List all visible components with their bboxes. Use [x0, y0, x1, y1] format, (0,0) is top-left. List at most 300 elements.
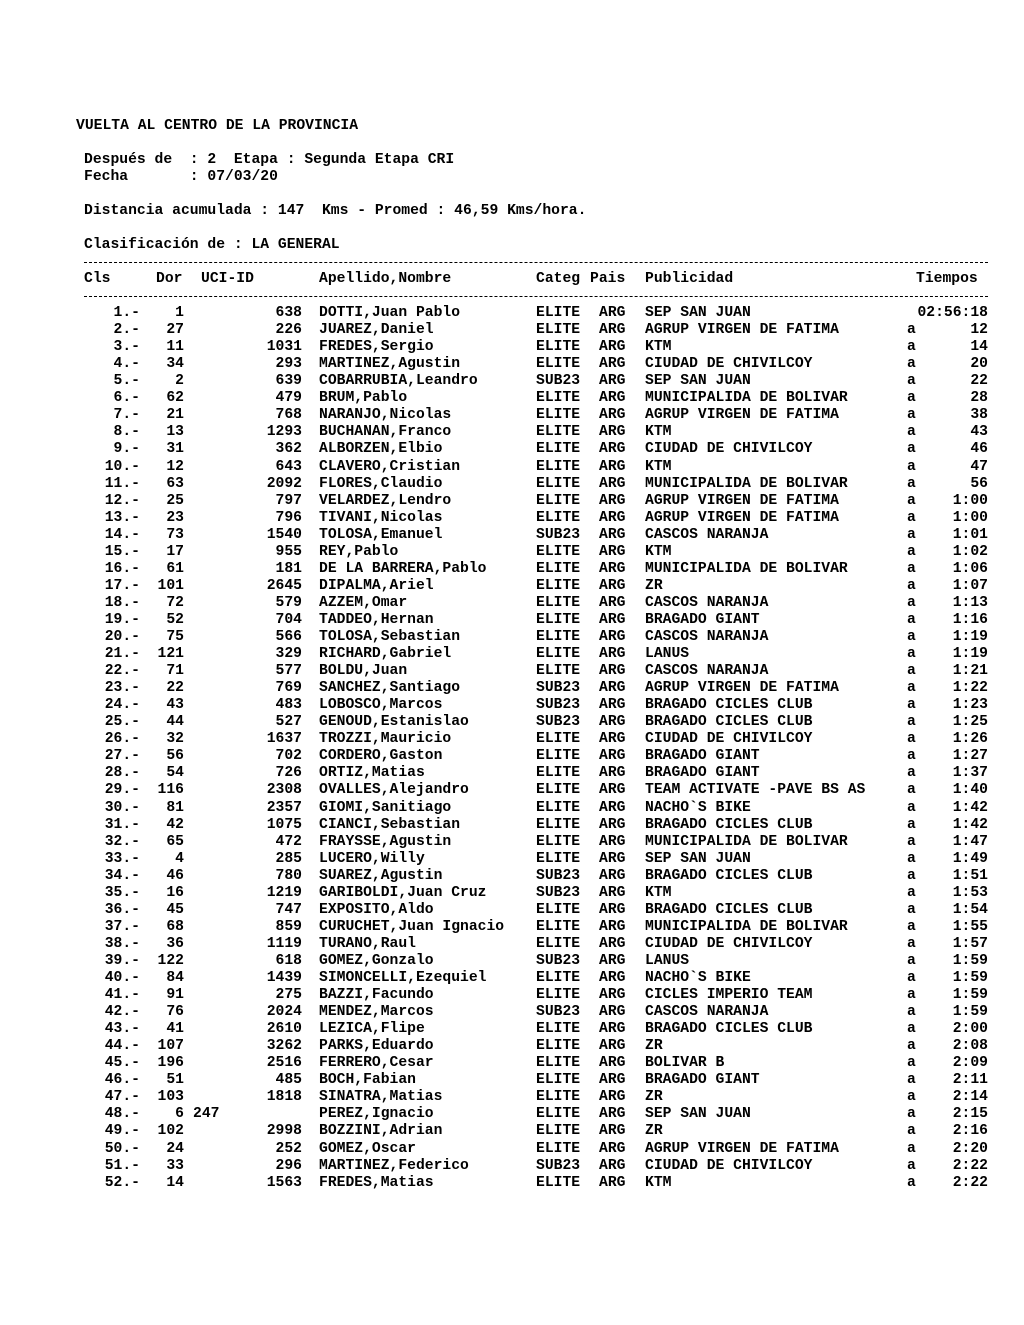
- row-tiempo: 20: [970, 356, 988, 373]
- row-categ: ELITE: [536, 407, 581, 424]
- row-pais: ARG: [599, 543, 626, 560]
- row-nombre: LUCERO,Willy: [319, 850, 425, 867]
- row-dor: 71: [166, 663, 184, 679]
- row-a-marker: a: [907, 492, 916, 509]
- row-publicidad: BRAGADO GIANT: [645, 765, 760, 782]
- row-cls: 10.-: [104, 458, 140, 475]
- row-code: 1637: [266, 731, 302, 748]
- row-cls: 9.-: [113, 441, 140, 458]
- row-code: 1031: [266, 339, 302, 356]
- row-nombre: AZZEM,Omar: [319, 594, 408, 611]
- row-categ: ELITE: [536, 322, 581, 339]
- row-code: 2610: [266, 1021, 302, 1038]
- row-dor: 33: [166, 1157, 184, 1174]
- row-code: 566: [275, 629, 302, 645]
- row-a-marker: a: [907, 509, 916, 526]
- row-a-marker: a: [907, 970, 916, 986]
- row-tiempo: 1:26: [952, 731, 988, 748]
- row-a-marker: a: [907, 816, 916, 833]
- row-tiempo: 1:37: [952, 765, 988, 782]
- row-publicidad: BRAGADO GIANT: [645, 1072, 760, 1089]
- row-tiempo: 1:42: [952, 816, 988, 833]
- row-publicidad: ZR: [645, 1123, 663, 1140]
- row-tiempo: 1:19: [952, 646, 988, 662]
- row-code: 797: [275, 492, 302, 509]
- row-nombre: TROZZI,Mauricio: [319, 731, 452, 748]
- row-cls: 51.-: [104, 1157, 140, 1174]
- row-cls: 23.-: [104, 680, 140, 697]
- row-tiempo: 38: [970, 407, 988, 424]
- row-nombre: TOLOSA,Sebastian: [319, 629, 461, 645]
- row-nombre: EXPOSITO,Aldo: [319, 901, 434, 918]
- row-categ: ELITE: [536, 833, 581, 850]
- row-code: 483: [275, 697, 302, 714]
- row-publicidad: SEP SAN JUAN: [645, 373, 751, 390]
- row-categ: ELITE: [536, 594, 581, 611]
- row-cls: 41.-: [104, 987, 140, 1003]
- row-pais: ARG: [599, 458, 626, 475]
- row-nombre: GOMEZ,Gonzalo: [319, 952, 434, 969]
- row-pais: ARG: [599, 731, 626, 748]
- row-tiempo: 2:15: [952, 1106, 988, 1123]
- row-nombre: BOCH,Fabian: [319, 1072, 416, 1089]
- row-code: 479: [275, 390, 302, 407]
- row-code: 252: [275, 1140, 302, 1157]
- row-nombre: FRAYSSE,Agustin: [319, 833, 452, 850]
- row-cls: 19.-: [104, 611, 140, 628]
- row-code: 702: [275, 748, 302, 765]
- row-publicidad: BRAGADO CICLES CLUB: [645, 697, 813, 714]
- row-cls: 31.-: [104, 816, 140, 833]
- row-publicidad: CIUDAD DE CHIVILCOY: [645, 441, 813, 458]
- row-pais: ARG: [599, 970, 626, 986]
- row-nombre: SIMONCELLI,Ezequiel: [319, 970, 487, 986]
- row-code: 579: [275, 594, 302, 611]
- row-tiempo: 02:56:18: [917, 305, 988, 321]
- row-code: 181: [275, 560, 302, 577]
- row-publicidad: BRAGADO CICLES CLUB: [645, 901, 813, 918]
- row-dor: 27: [166, 322, 184, 339]
- row-cls: 21.-: [104, 646, 140, 662]
- row-pais: ARG: [599, 1072, 626, 1089]
- row-pais: ARG: [599, 1140, 626, 1157]
- row-pais: ARG: [599, 356, 626, 373]
- row-pais: ARG: [599, 441, 626, 458]
- row-a-marker: a: [907, 799, 916, 816]
- row-tiempo: 1:22: [952, 680, 988, 697]
- row-a-marker: a: [907, 1055, 916, 1072]
- row-a-marker: a: [907, 918, 916, 935]
- row-dor: 2: [175, 373, 184, 390]
- row-categ: ELITE: [536, 577, 581, 594]
- row-dor: 121: [157, 646, 184, 662]
- row-categ: SUB23: [536, 526, 581, 543]
- row-a-marker: a: [907, 1140, 916, 1157]
- row-code: 796: [275, 509, 302, 526]
- header-categ: Categ: [536, 271, 581, 287]
- row-pais: ARG: [599, 987, 626, 1003]
- row-publicidad: CIUDAD DE CHIVILCOY: [645, 356, 813, 373]
- row-dor: 62: [166, 390, 184, 407]
- row-tiempo: 1:53: [952, 884, 988, 901]
- row-cls: 26.-: [104, 731, 140, 748]
- row-cls: 13.-: [104, 509, 140, 526]
- row-code: 780: [275, 867, 302, 884]
- row-pais: ARG: [599, 611, 626, 628]
- row-nombre: LOBOSCO,Marcos: [319, 697, 443, 714]
- row-tiempo: 1:21: [952, 663, 988, 679]
- header-pais: Pais: [590, 271, 626, 287]
- row-pais: ARG: [599, 816, 626, 833]
- row-a-marker: a: [907, 356, 916, 373]
- row-nombre: LEZICA,Flipe: [319, 1021, 425, 1038]
- row-tiempo: 56: [970, 475, 988, 492]
- row-categ: ELITE: [536, 970, 581, 986]
- row-tiempo: 1:49: [952, 850, 988, 867]
- row-a-marker: a: [907, 1089, 916, 1106]
- row-publicidad: MUNICIPALIDA DE BOLIVAR: [645, 560, 848, 577]
- row-code: 275: [275, 987, 302, 1003]
- row-cls: 46.-: [104, 1072, 140, 1089]
- row-tiempo: 2:14: [952, 1089, 988, 1106]
- row-tiempo: 1:55: [952, 918, 988, 935]
- row-cls: 43.-: [104, 1021, 140, 1038]
- row-publicidad: CIUDAD DE CHIVILCOY: [645, 935, 813, 952]
- row-pais: ARG: [599, 935, 626, 952]
- row-cls: 49.-: [104, 1123, 140, 1140]
- row-code: 1119: [266, 935, 302, 952]
- row-a-marker: a: [907, 697, 916, 714]
- row-cls: 3.-: [113, 339, 140, 356]
- row-dor: 46: [166, 867, 184, 884]
- row-publicidad: SEP SAN JUAN: [645, 1106, 751, 1123]
- row-categ: SUB23: [536, 680, 581, 697]
- row-cls: 47.-: [104, 1089, 140, 1106]
- row-publicidad: CASCOS NARANJA: [645, 629, 769, 645]
- row-tiempo: 2:09: [952, 1055, 988, 1072]
- row-dor: 103: [157, 1089, 184, 1106]
- row-cls: 11.-: [104, 475, 140, 492]
- row-a-marker: a: [907, 629, 916, 645]
- row-publicidad: MUNICIPALIDA DE BOLIVAR: [645, 390, 848, 407]
- row-tiempo: 1:02: [952, 543, 988, 560]
- row-nombre: BUCHANAN,Franco: [319, 424, 452, 441]
- row-pais: ARG: [599, 577, 626, 594]
- row-code: 726: [275, 765, 302, 782]
- row-publicidad: SEP SAN JUAN: [645, 850, 751, 867]
- row-code: 472: [275, 833, 302, 850]
- row-pais: ARG: [599, 407, 626, 424]
- row-categ: ELITE: [536, 1038, 581, 1055]
- row-tiempo: 22: [970, 373, 988, 390]
- row-pais: ARG: [599, 424, 626, 441]
- row-code: 293: [275, 356, 302, 373]
- row-a-marker: a: [907, 833, 916, 850]
- stage-info: Después de : 2 Etapa : Segunda Etapa CRI: [84, 152, 455, 168]
- row-categ: ELITE: [536, 1021, 581, 1038]
- row-a-marker: a: [907, 611, 916, 628]
- row-code: 955: [275, 543, 302, 560]
- row-cls: 45.-: [104, 1055, 140, 1072]
- row-cls: 6.-: [113, 390, 140, 407]
- row-pais: ARG: [599, 646, 626, 662]
- row-nombre: SINATRA,Matias: [319, 1089, 443, 1106]
- row-pais: ARG: [599, 305, 626, 321]
- row-categ: ELITE: [536, 390, 581, 407]
- row-pais: ARG: [599, 918, 626, 935]
- row-nombre: TIVANI,Nicolas: [319, 509, 443, 526]
- row-nombre: PEREZ,Ignacio: [319, 1106, 434, 1123]
- row-dor: 65: [166, 833, 184, 850]
- row-pais: ARG: [599, 833, 626, 850]
- row-publicidad: SEP SAN JUAN: [645, 305, 751, 321]
- row-publicidad: MUNICIPALIDA DE BOLIVAR: [645, 918, 848, 935]
- row-categ: SUB23: [536, 884, 581, 901]
- row-a-marker: a: [907, 884, 916, 901]
- row-dor: 54: [166, 765, 184, 782]
- row-nombre: BRUM,Pablo: [319, 390, 408, 407]
- row-tiempo: 1:59: [952, 952, 988, 969]
- row-pais: ARG: [599, 901, 626, 918]
- row-code: 1439: [266, 970, 302, 986]
- row-pais: ARG: [599, 1004, 626, 1021]
- row-uci-id: 247: [193, 1106, 220, 1123]
- row-categ: ELITE: [536, 305, 581, 321]
- row-publicidad: KTM: [645, 884, 672, 901]
- row-code: 639: [275, 373, 302, 390]
- row-code: 2308: [266, 782, 302, 799]
- row-nombre: MARTINEZ,Federico: [319, 1157, 469, 1174]
- row-tiempo: 1:25: [952, 714, 988, 731]
- row-code: 2645: [266, 577, 302, 594]
- row-dor: 73: [166, 526, 184, 543]
- row-code: 769: [275, 680, 302, 697]
- row-tiempo: 1:47: [952, 833, 988, 850]
- row-tiempo: 46: [970, 441, 988, 458]
- row-dor: 1: [175, 305, 184, 321]
- row-dor: 68: [166, 918, 184, 935]
- row-categ: ELITE: [536, 441, 581, 458]
- row-dor: 72: [166, 594, 184, 611]
- row-tiempo: 2:22: [952, 1174, 988, 1191]
- row-tiempo: 2:22: [952, 1157, 988, 1174]
- row-nombre: TURANO,Raul: [319, 935, 416, 952]
- row-publicidad: MUNICIPALIDA DE BOLIVAR: [645, 833, 848, 850]
- row-nombre: CIANCI,Sebastian: [319, 816, 461, 833]
- row-dor: 23: [166, 509, 184, 526]
- row-nombre: BOZZINI,Adrian: [319, 1123, 443, 1140]
- row-categ: ELITE: [536, 1072, 581, 1089]
- row-nombre: BOLDU,Juan: [319, 663, 408, 679]
- row-code: 768: [275, 407, 302, 424]
- row-nombre: GARIBOLDI,Juan Cruz: [319, 884, 487, 901]
- row-cls: 50.-: [104, 1140, 140, 1157]
- row-publicidad: BRAGADO GIANT: [645, 748, 760, 765]
- row-cls: 38.-: [104, 935, 140, 952]
- row-tiempo: 1:27: [952, 748, 988, 765]
- row-dor: 22: [166, 680, 184, 697]
- row-cls: 52.-: [104, 1174, 140, 1191]
- row-tiempo: 1:59: [952, 1004, 988, 1021]
- row-publicidad: BRAGADO CICLES CLUB: [645, 816, 813, 833]
- row-dor: 107: [157, 1038, 184, 1055]
- row-cls: 40.-: [104, 970, 140, 986]
- row-nombre: DIPALMA,Ariel: [319, 577, 434, 594]
- race-title: VUELTA AL CENTRO DE LA PROVINCIA: [76, 118, 359, 134]
- row-cls: 33.-: [104, 850, 140, 867]
- row-a-marker: a: [907, 526, 916, 543]
- row-publicidad: NACHO`S BIKE: [645, 799, 751, 816]
- row-pais: ARG: [599, 1174, 626, 1191]
- row-cls: 5.-: [113, 373, 140, 390]
- row-dor: 25: [166, 492, 184, 509]
- row-dor: 12: [166, 458, 184, 475]
- row-nombre: NARANJO,Nicolas: [319, 407, 452, 424]
- row-tiempo: 1:13: [952, 594, 988, 611]
- row-a-marker: a: [907, 782, 916, 799]
- row-tiempo: 1:59: [952, 970, 988, 986]
- row-publicidad: AGRUP VIRGEN DE FATIMA: [645, 509, 839, 526]
- row-tiempo: 2:00: [952, 1021, 988, 1038]
- classification-info: Clasificación de : LA GENERAL: [84, 237, 340, 253]
- row-nombre: PARKS,Eduardo: [319, 1038, 434, 1055]
- row-pais: ARG: [599, 1038, 626, 1055]
- row-categ: ELITE: [536, 987, 581, 1003]
- row-categ: ELITE: [536, 901, 581, 918]
- row-nombre: MARTINEZ,Agustin: [319, 356, 461, 373]
- header-publicidad: Publicidad: [645, 271, 734, 287]
- row-cls: 29.-: [104, 782, 140, 799]
- row-categ: ELITE: [536, 765, 581, 782]
- row-dor: 44: [166, 714, 184, 731]
- row-nombre: FREDES,Matias: [319, 1174, 434, 1191]
- row-code: 362: [275, 441, 302, 458]
- row-pais: ARG: [599, 560, 626, 577]
- row-pais: ARG: [599, 697, 626, 714]
- row-publicidad: AGRUP VIRGEN DE FATIMA: [645, 322, 839, 339]
- row-categ: ELITE: [536, 799, 581, 816]
- row-categ: ELITE: [536, 646, 581, 662]
- row-categ: SUB23: [536, 373, 581, 390]
- row-publicidad: BOLIVAR B: [645, 1055, 725, 1072]
- divider-top: [84, 262, 988, 263]
- row-dor: 45: [166, 901, 184, 918]
- row-code: 1563: [266, 1174, 302, 1191]
- row-publicidad: LANUS: [645, 646, 690, 662]
- row-cls: 36.-: [104, 901, 140, 918]
- row-code: 527: [275, 714, 302, 731]
- row-dor: 41: [166, 1021, 184, 1038]
- row-publicidad: CASCOS NARANJA: [645, 1004, 769, 1021]
- row-dor: 11: [166, 339, 184, 356]
- row-cls: 28.-: [104, 765, 140, 782]
- row-dor: 91: [166, 987, 184, 1003]
- row-categ: ELITE: [536, 935, 581, 952]
- row-categ: SUB23: [536, 714, 581, 731]
- row-nombre: BAZZI,Facundo: [319, 987, 434, 1003]
- row-categ: ELITE: [536, 918, 581, 935]
- row-cls: 8.-: [113, 424, 140, 441]
- row-tiempo: 1:00: [952, 509, 988, 526]
- row-dor: 31: [166, 441, 184, 458]
- row-cls: 27.-: [104, 748, 140, 765]
- row-a-marker: a: [907, 1174, 916, 1191]
- row-publicidad: KTM: [645, 543, 672, 560]
- row-pais: ARG: [599, 475, 626, 492]
- row-nombre: VELARDEZ,Lendro: [319, 492, 452, 509]
- row-a-marker: a: [907, 322, 916, 339]
- row-categ: SUB23: [536, 952, 581, 969]
- row-cls: 42.-: [104, 1004, 140, 1021]
- row-a-marker: a: [907, 952, 916, 969]
- row-tiempo: 1:42: [952, 799, 988, 816]
- row-categ: ELITE: [536, 458, 581, 475]
- row-pais: ARG: [599, 748, 626, 765]
- row-publicidad: MUNICIPALIDA DE BOLIVAR: [645, 475, 848, 492]
- row-publicidad: KTM: [645, 1174, 672, 1191]
- row-pais: ARG: [599, 526, 626, 543]
- row-categ: ELITE: [536, 611, 581, 628]
- row-pais: ARG: [599, 714, 626, 731]
- row-publicidad: KTM: [645, 458, 672, 475]
- row-pais: ARG: [599, 782, 626, 799]
- row-a-marker: a: [907, 543, 916, 560]
- row-publicidad: ZR: [645, 577, 663, 594]
- row-code: 638: [275, 305, 302, 321]
- row-code: 485: [275, 1072, 302, 1089]
- row-nombre: FREDES,Sergio: [319, 339, 434, 356]
- row-tiempo: 2:11: [952, 1072, 988, 1089]
- row-code: 1818: [266, 1089, 302, 1106]
- row-publicidad: AGRUP VIRGEN DE FATIMA: [645, 1140, 839, 1157]
- row-a-marker: a: [907, 680, 916, 697]
- row-pais: ARG: [599, 509, 626, 526]
- row-categ: ELITE: [536, 731, 581, 748]
- header-nombre: Apellido,Nombre: [319, 271, 452, 287]
- row-a-marker: a: [907, 748, 916, 765]
- row-nombre: DE LA BARRERA,Pablo: [319, 560, 487, 577]
- row-cls: 32.-: [104, 833, 140, 850]
- row-categ: ELITE: [536, 475, 581, 492]
- row-a-marker: a: [907, 1021, 916, 1038]
- row-categ: ELITE: [536, 492, 581, 509]
- row-code: 747: [275, 901, 302, 918]
- row-a-marker: a: [907, 1072, 916, 1089]
- header-dor: Dor: [156, 271, 183, 287]
- row-cls: 7.-: [113, 407, 140, 424]
- header-tiempos: Tiempos: [916, 271, 978, 287]
- row-dor: 81: [166, 799, 184, 816]
- distance-info: Distancia acumulada : 147 Kms - Promed : 46,59 Kms/hora.: [84, 203, 587, 219]
- row-dor: 17: [166, 543, 184, 560]
- header-cls: Cls: [84, 271, 111, 287]
- row-dor: 52: [166, 611, 184, 628]
- row-categ: ELITE: [536, 1089, 581, 1106]
- row-cls: 22.-: [104, 663, 140, 679]
- row-pais: ARG: [599, 1021, 626, 1038]
- row-cls: 16.-: [104, 560, 140, 577]
- row-dor: 102: [157, 1123, 184, 1140]
- row-a-marker: a: [907, 646, 916, 662]
- row-code: 3262: [266, 1038, 302, 1055]
- row-pais: ARG: [599, 492, 626, 509]
- row-dor: 122: [157, 952, 184, 969]
- row-dor: 116: [157, 782, 184, 799]
- row-categ: ELITE: [536, 629, 581, 645]
- row-code: 329: [275, 646, 302, 662]
- row-code: 618: [275, 952, 302, 969]
- row-a-marker: a: [907, 1038, 916, 1055]
